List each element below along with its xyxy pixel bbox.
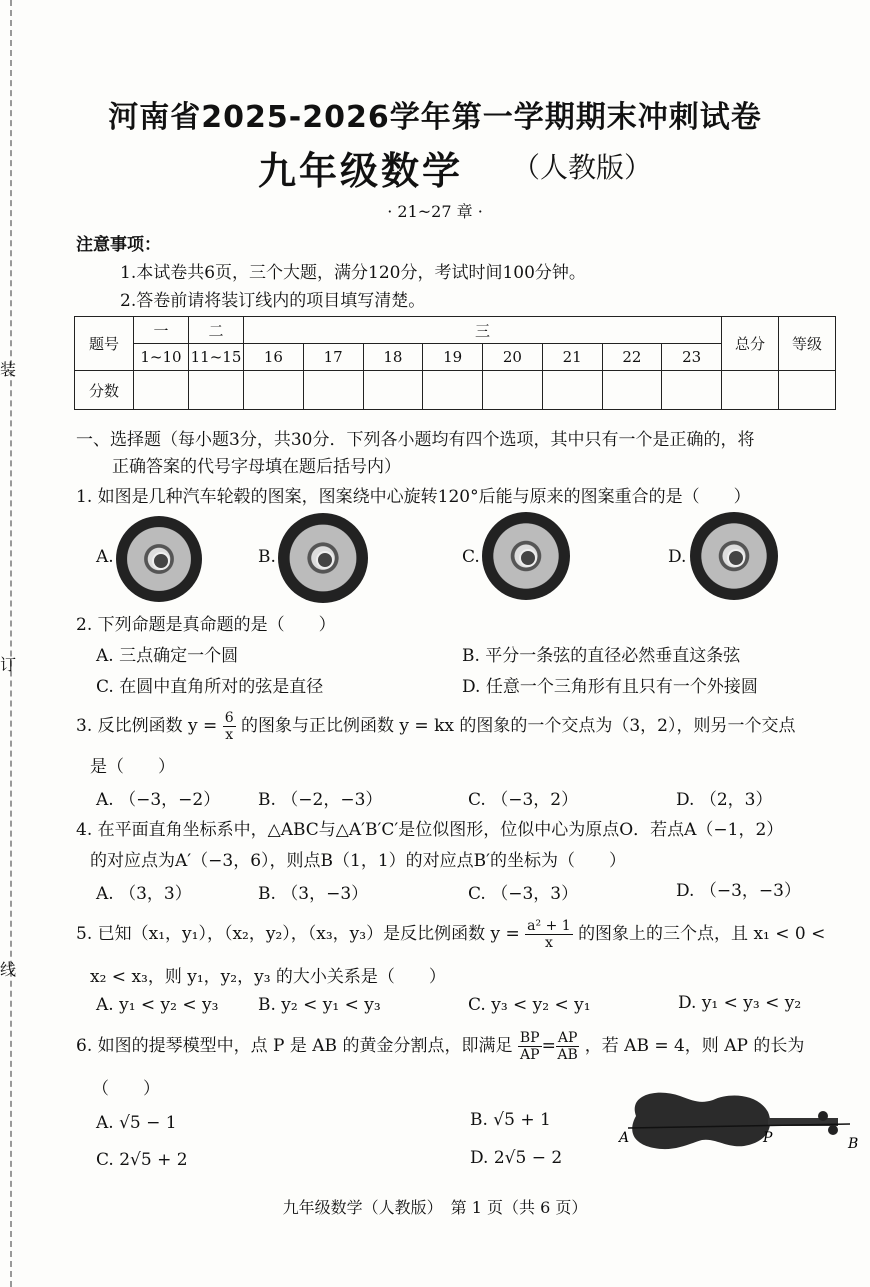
subcol: 1~10: [134, 344, 189, 371]
q2-option-d: D. 任意一个三角形有且只有一个外接圆: [462, 677, 758, 697]
q5-option-a: A. y₁ < y₂ < y₃: [96, 995, 219, 1015]
subcol: 19: [423, 344, 483, 371]
subcol: 18: [363, 344, 423, 371]
note-1: 1.本试卷共6页，三个大题，满分120分，考试时间100分钟。: [120, 263, 586, 283]
score-cell[interactable]: [134, 371, 189, 410]
subcol: 11~15: [189, 344, 244, 371]
wheel-b-icon: [278, 513, 368, 603]
subject-title: 九年级数学: [258, 149, 464, 193]
q3-num: 6: [224, 710, 234, 726]
sec1-header: 一: [134, 317, 189, 344]
q4-line1: 4. 在平面直角坐标系中，△ABC与△A′B′C′是位似图形，位似中心为原点O．若点A（−1，2）: [76, 820, 784, 840]
subcol: 16: [244, 344, 304, 371]
violin-body: [632, 1093, 770, 1149]
score-cell[interactable]: [244, 371, 304, 410]
q6-option-c: C. 2√5 + 2: [96, 1150, 188, 1170]
q6-fraction-2: [556, 1030, 580, 1063]
q1-label-a: A.: [96, 547, 114, 567]
q6-den1: AP: [519, 1047, 540, 1063]
q2-stem: 2. 下列命题是真命题的是（ ）: [76, 615, 336, 635]
score-cell[interactable]: [602, 371, 662, 410]
q6-stem-pre: 6. 如图的提琴模型中，点 P 是 AB 的黄金分割点，即满足: [76, 1036, 513, 1056]
subcol: 20: [483, 344, 543, 371]
score-cell[interactable]: [483, 371, 543, 410]
q2-option-b: B. 平分一条弦的直径必然垂直这条弦: [462, 646, 741, 666]
wheel-a-icon: [116, 516, 202, 602]
q3-stem-post: 的图象与正比例函数 y = kx 的图象的一个交点为（3，2），则另一个交点: [241, 716, 796, 736]
margin-char-1: 装: [0, 360, 17, 379]
q1-stem: 1. 如图是几种汽车轮毂的图案，图案绕中心旋转120°后能与原来的图案重合的是（ ）: [76, 487, 751, 507]
q5-stem-pre: 5. 已知（x₁，y₁），（x₂，y₂），（x₃，y₃）是反比例函数 y =: [76, 924, 520, 944]
subcol: 23: [662, 344, 722, 371]
q5-line2: x₂ < x₃，则 y₁，y₂，y₃ 的大小关系是（ ）: [90, 967, 446, 987]
exam-title: 河南省2025-2026学年第一学期期末冲刺试卷: [108, 100, 762, 135]
q6-stem-post: ，若 AB = 4，则 AP 的长为: [584, 1036, 805, 1056]
point-p-label: P: [763, 1130, 773, 1146]
chapter-range: · 21~27 章 ·: [387, 202, 483, 221]
total-header: 总分: [722, 317, 779, 371]
score-cell[interactable]: [189, 371, 244, 410]
q6-fraction-1: [518, 1030, 542, 1063]
section1-line1: 一、选择题（每小题3分，共30分．下列各小题均有四个选项，其中只有一个是正确的，将: [76, 430, 755, 450]
q5-option-c: C. y₃ < y₂ < y₁: [468, 995, 591, 1015]
q5-stem: [76, 918, 825, 951]
q3-option-a: A. （−3，−2）: [96, 790, 221, 810]
q5-den: x: [544, 935, 553, 951]
wheel-d-icon: [690, 512, 778, 600]
q6-stem: 6. 如图的提琴模型中，点 P 是 AB 的黄金分割点，即满足 $\frac{BP}{AP}$ = $\frac{AP}{AB}$ ，若 AB = 4，则 AP 的长为: [76, 1030, 805, 1063]
score-cell[interactable]: [423, 371, 483, 410]
q3-option-d: D. （2，3）: [676, 790, 773, 810]
sec3-header: 三: [244, 317, 722, 344]
section1-line2: 正确答案的代号字母填在题后括号内）: [112, 457, 401, 477]
q5-option-d: D. y₁ < y₃ < y₂: [678, 993, 802, 1013]
subcol: 22: [602, 344, 662, 371]
margin-char-2: 订: [0, 655, 17, 674]
q2-option-a: A. 三点确定一个圆: [96, 646, 239, 666]
point-b-label: B: [848, 1136, 859, 1152]
q4-option-d: D. （−3，−3）: [676, 881, 801, 901]
row-label-number: 题号: [75, 317, 134, 371]
score-cell[interactable]: [779, 371, 836, 410]
q2-option-c: C. 在圆中直角所对的弦是直径: [96, 677, 324, 697]
q6-option-b: B. √5 + 1: [470, 1110, 551, 1130]
wheel-c-icon: [482, 512, 570, 600]
sec2-header: 二: [189, 317, 244, 344]
q1-label-c: C.: [462, 547, 480, 567]
page-footer: 九年级数学（人教版） 第 1 页（共 6 页）: [282, 1198, 588, 1217]
note-2: 2.答卷前请将装订线内的项目填写清楚。: [120, 291, 426, 311]
q3-stem-pre: 3. 反比例函数 y =: [76, 716, 218, 736]
q1-label-d: D.: [668, 547, 687, 567]
violin-peg: [818, 1111, 828, 1121]
q3-line2: 是（ ）: [90, 757, 175, 777]
q5-fraction: [525, 918, 573, 951]
q5-stem-post: 的图象上的三个点，且 x₁ < 0 <: [578, 924, 826, 944]
score-cell[interactable]: [363, 371, 423, 410]
q3-option-b: B. （−2，−3）: [258, 790, 383, 810]
row-label-score: 分数: [75, 371, 134, 410]
margin-char-3: 线: [0, 960, 17, 979]
q6-num1: BP: [519, 1030, 540, 1046]
q4-option-a: A. （3，3）: [96, 884, 192, 904]
violin-peg: [828, 1125, 838, 1135]
score-cell[interactable]: [662, 371, 722, 410]
q3-den: x: [225, 727, 234, 743]
score-cell[interactable]: [542, 371, 602, 410]
notes-heading: 注意事项：: [76, 235, 161, 255]
q3-fraction: [223, 710, 236, 743]
q3-stem: [76, 710, 796, 743]
q6-option-d: D. 2√5 − 2: [470, 1148, 563, 1168]
score-table: [74, 316, 836, 410]
q4-option-c: C. （−3，3）: [468, 884, 579, 904]
score-cell[interactable]: [722, 371, 779, 410]
subcol: 21: [542, 344, 602, 371]
violin-figure: [618, 1086, 863, 1158]
q6-line2: （ ）: [92, 1079, 160, 1099]
subcol: 17: [303, 344, 363, 371]
q6-num2: AP: [557, 1030, 578, 1046]
q3-option-c: C. （−3，2）: [468, 790, 579, 810]
q6-den2: AB: [557, 1047, 578, 1063]
q4-option-b: B. （3，−3）: [258, 884, 369, 904]
binding-line: [10, 0, 12, 1287]
point-a-label: A: [619, 1130, 630, 1146]
grade-header: 等级: [779, 317, 836, 371]
q4-line2: 的对应点为A′（−3，6），则点B（1，1）的对应点B′的坐标为（ ）: [90, 851, 626, 871]
q6-option-a: A. √5 − 1: [96, 1113, 177, 1133]
q5-option-b: B. y₂ < y₁ < y₃: [258, 995, 381, 1015]
edition-label: （人教版）: [512, 151, 653, 184]
q1-label-b: B.: [258, 547, 276, 567]
score-cell[interactable]: [303, 371, 363, 410]
q5-num: a² + 1: [527, 918, 571, 934]
